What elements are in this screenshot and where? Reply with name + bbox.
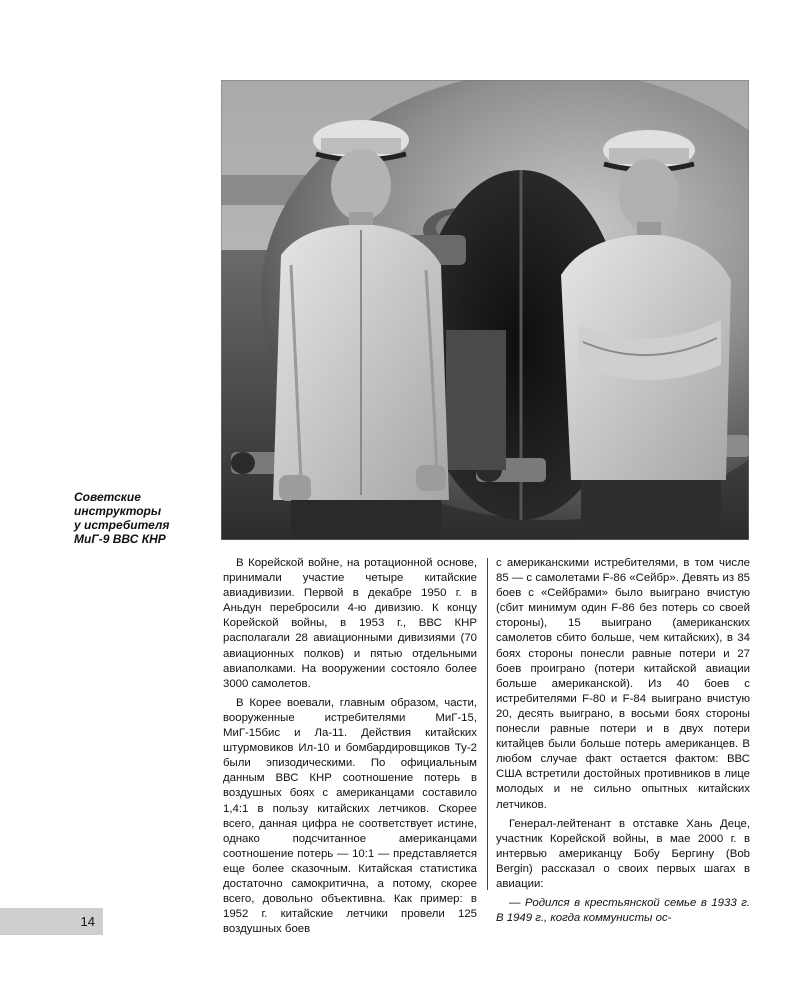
text-column-left: [223, 556, 477, 941]
historical-photo: [221, 80, 749, 540]
caption-line: Советские: [74, 490, 141, 504]
paragraph: Генерал-лейтенант в отставке Хань Деце, участник Корейской войны, в мае 2000 г. в интервью американцу Бобу Бергину (Bob Bergin) рассказал о своих первых шагах в авиации:: [496, 817, 750, 890]
caption-line: у истребителя: [74, 518, 170, 532]
page-number: 14: [80, 914, 95, 929]
page-number-tab: [0, 908, 103, 935]
quote-paragraph: — Родился в крестьянской семье в 1933 г. В 1949 г., когда коммунисты ос-: [496, 897, 750, 925]
column-divider: [487, 558, 488, 890]
paragraph: В Корейской войне, на ротационной основе, принимали участие четыре китайские авиадивизии. Первой в декабре 1950 г. в Аньдун перебросили 4-ю дивизию. К концу Корейской войны, в 1953 г., ВВС КНР располагали 28 авиационными дивизиями (70 авиационных полков) и пятью отдельными авиаполками. На вооружении состояло более 3000 самолетов.: [223, 557, 477, 690]
caption-line: МиГ-9 ВВС КНР: [74, 532, 166, 546]
paragraph: с американскими истребителями, в том числе 85 — с самолетами F-86 «Сейбр». Девять из 85 боев с «Сейбрами» было выиграно вчистую (сбит минимум один F-86 без потерь со своей стороны), 15 выиграно (американских самолетов сбито больше, чем китайских), в 34 боях стороны понесли равные потери и 27 боев проиграно (потери китайской авиации больше американской). Из 40 боев с истребителями F-80 и F-84 выиграно вчистую 20, десять выиграно, в восьми боях стороны понесли равные потери и в двух потери китайцев были больше потерь американцев. В любом случае факт остается фактом: ВВС США встретили достойных противников в лице молодых и не сильно опытных китайских летчиков.: [496, 557, 750, 811]
paragraph: В Корее воевали, главным образом, части, вооруженные истребителями МиГ-15, МиГ-15бис и Ла-11. Действия китайских штурмовиков Ил-10 и бомбардировщиков Ту-2 были эпизодическими. По официальным данным ВВС КНР соотношение потерь в воздушных боях с американцами составило 1,4:1 в пользу китайских летчиков. Скорее всего, данная цифра не соответствует истине, однако подсчитанное американцами соотношение потерь — 10:1 — представляется еще более сказочным. Китайская статистика достаточно самокритична, а потому, скорее всего, довольно объективна. Как пример: в 1952 г. китайские летчики провели 125 воздушных боев: [223, 696, 477, 936]
text-column-right: [496, 556, 750, 930]
photo-soviet-instructors-mig9-icon: [221, 80, 749, 540]
photo-caption: [74, 490, 214, 546]
caption-line: инструкторы: [74, 504, 162, 518]
